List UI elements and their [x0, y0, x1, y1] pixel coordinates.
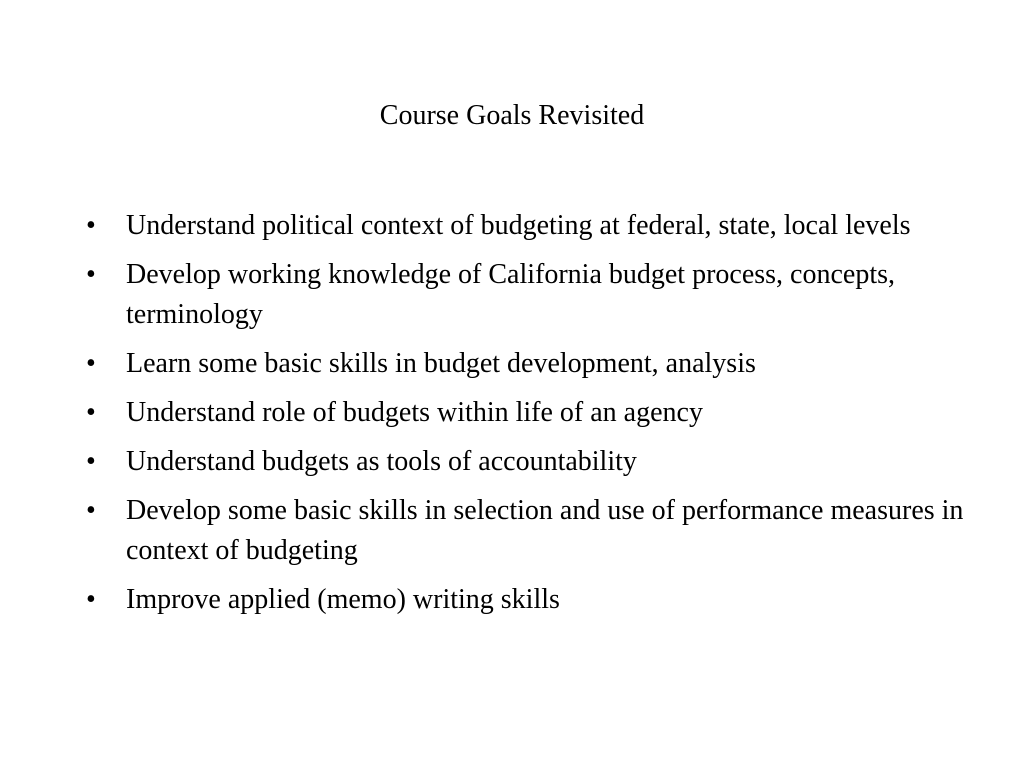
- bullet-icon: •: [86, 495, 96, 526]
- bullet-icon: •: [86, 397, 96, 428]
- slide-title: Course Goals Revisited: [379, 100, 645, 131]
- list-item-text: Develop some basic skills in selection and use of performance measures in context of budgeting: [126, 495, 964, 566]
- goals-list: [86, 206, 966, 629]
- bullet-icon: •: [86, 446, 96, 477]
- list-item-text: Learn some basic skills in budget development, analysis: [126, 348, 756, 379]
- list-item-text: Understand political context of budgeting at federal, state, local levels: [126, 210, 911, 241]
- list-item: [86, 393, 966, 433]
- bullet-icon: •: [86, 210, 96, 241]
- list-item: [86, 580, 966, 620]
- bullet-icon: •: [86, 348, 96, 379]
- bullet-icon: •: [86, 584, 96, 615]
- list-item: [86, 491, 966, 571]
- list-item: [86, 442, 966, 482]
- list-item: [86, 206, 966, 246]
- list-item: [86, 255, 966, 335]
- list-item: [86, 344, 966, 384]
- list-item-text: Understand role of budgets within life of an agency: [126, 397, 703, 428]
- list-item-text: Understand budgets as tools of accountability: [126, 446, 637, 477]
- list-item-text: Develop working knowledge of California budget process, concepts, terminology: [126, 259, 896, 330]
- bullet-icon: •: [86, 259, 96, 290]
- list-item-text: Improve applied (memo) writing skills: [126, 584, 560, 615]
